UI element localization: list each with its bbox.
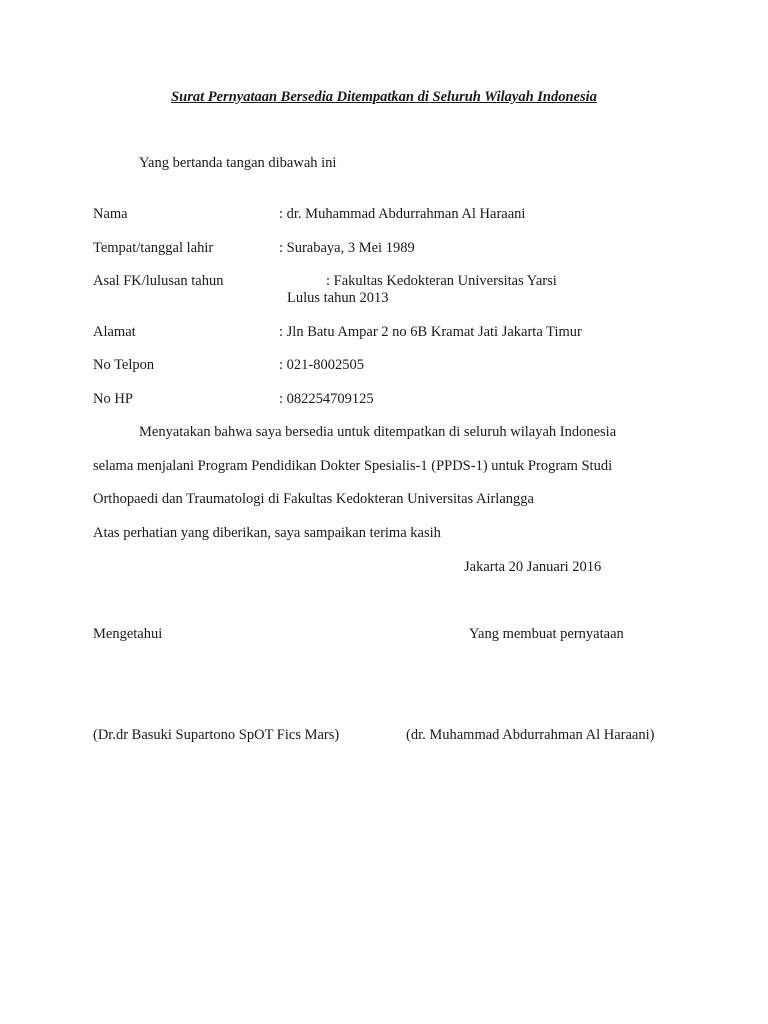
field-label-asal-fk: Asal FK/lulusan tahun <box>93 273 224 289</box>
signature-right-heading: Yang membuat pernyataan <box>469 626 624 642</box>
signature-right-name: (dr. Muhammad Abdurrahman Al Haraani) <box>406 727 655 743</box>
signature-left-heading: Mengetahui <box>93 626 163 642</box>
field-value-alamat: : Jln Batu Ampar 2 no 6B Kramat Jati Jakarta Timur <box>279 324 582 340</box>
field-value-tempat-tanggal-lahir: : Surabaya, 3 Mei 1989 <box>279 240 415 256</box>
place-date: Jakarta 20 Januari 2016 <box>464 559 602 575</box>
field-label-tempat-tanggal-lahir: Tempat/tanggal lahir <box>93 240 214 256</box>
field-value-no-telpon: : 021-8002505 <box>279 357 364 373</box>
field-label-no-telpon: No Telpon <box>93 357 155 373</box>
field-value-nama: : dr. Muhammad Abdurrahman Al Haraani <box>279 206 526 222</box>
signature-left-name: (Dr.dr Basuki Supartono SpOT Fics Mars) <box>93 727 340 743</box>
field-value-asal-fk-line2: Lulus tahun 2013 <box>287 290 389 306</box>
field-label-nama: Nama <box>93 206 128 222</box>
field-value-asal-fk: : Fakultas Kedokteran Universitas Yarsi <box>326 273 557 289</box>
statement-line-1: Menyatakan bahwa saya bersedia untuk ditempatkan di seluruh wilayah Indonesia <box>139 424 617 440</box>
field-label-alamat: Alamat <box>93 324 136 340</box>
intro-text: Yang bertanda tangan dibawah ini <box>139 155 337 171</box>
field-label-no-hp: No HP <box>93 391 133 407</box>
statement-line-2: selama menjalani Program Pendidikan Dokter Spesialis-1 (PPDS-1) untuk Program Studi <box>93 458 613 474</box>
field-value-no-hp: : 082254709125 <box>279 391 374 407</box>
document-title: Surat Pernyataan Bersedia Ditempatkan di Seluruh Wilayah Indonesia <box>171 89 597 105</box>
statement-line-3: Orthopaedi dan Traumatologi di Fakultas Kedokteran Universitas Airlangga <box>93 491 534 507</box>
closing-text: Atas perhatian yang diberikan, saya sampaikan terima kasih <box>93 525 441 541</box>
